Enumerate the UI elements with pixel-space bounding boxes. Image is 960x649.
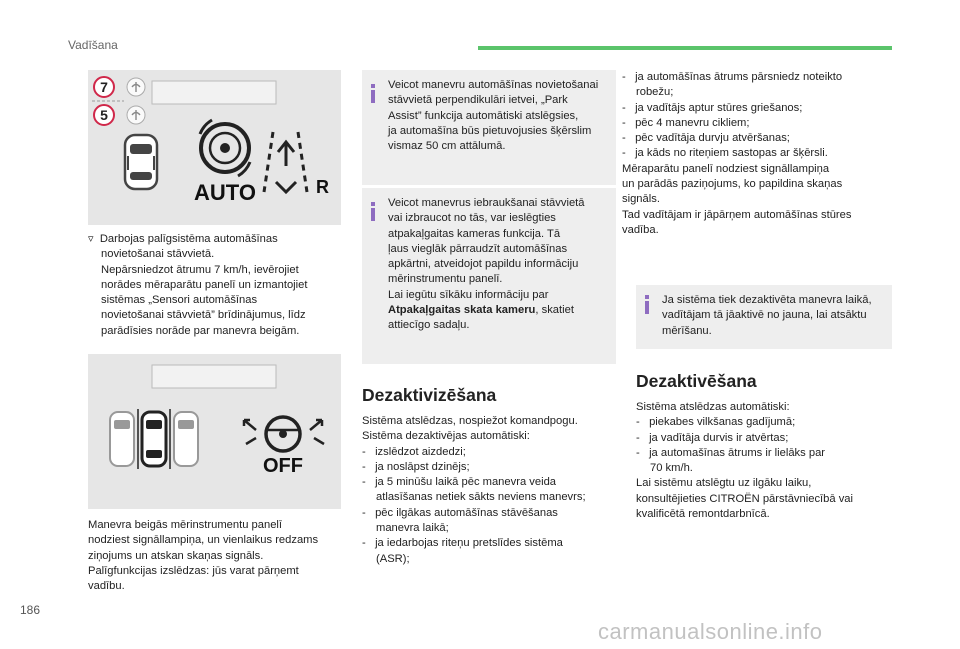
body-line: Sistēma atslēdzas, nospiežot komandpogu. bbox=[362, 415, 578, 427]
steering-wheel-off-icon bbox=[244, 417, 324, 451]
bullet-item: - izslēdzot aizdedzi; bbox=[362, 445, 466, 458]
para1-line: novietošanai stāvvietā” brīdinājumus, līdz bbox=[101, 309, 306, 322]
bullet-item: - ja vadītājs aptur stūres griešanos; bbox=[622, 101, 803, 114]
para2-line: nodziest signāllampiņa, un vienlaikus redzams bbox=[88, 534, 319, 547]
figure-auto-illustration bbox=[88, 70, 341, 225]
info-icon bbox=[368, 84, 378, 102]
body-line: Mēraparātu panelī nodziest signāllampiņa bbox=[622, 162, 830, 175]
bullet-item: - ja automašīnas ātrums ir lielāks par bbox=[636, 446, 826, 459]
figure-off-illustration bbox=[88, 354, 341, 509]
figure-auto-park-assist bbox=[88, 70, 341, 225]
bullet-item: - ja kāds no riteņiem sastopas ar šķērsli. bbox=[622, 147, 828, 160]
callout-5-label: 5 bbox=[100, 107, 108, 123]
info-line: mērinstrumentu panelī. bbox=[388, 273, 503, 286]
bullet-continuation: manevra laikā; bbox=[376, 522, 449, 535]
para1-line: Nepārsniedzot ātrumu 7 km/h, ievērojiet bbox=[101, 263, 299, 276]
info-line: mērīšanu. bbox=[662, 324, 712, 337]
info-line: ļaus vieglāk pārraudzīt automāšīnas bbox=[388, 242, 568, 255]
auto-label: AUTO bbox=[194, 180, 256, 205]
info-line: apkārtni, atveidojot papildu informāciju bbox=[388, 258, 579, 271]
display-screen bbox=[152, 81, 276, 104]
steering-wheel-icon bbox=[200, 120, 250, 176]
bullet-item: - piekabes vilkšanas gadījumā; bbox=[636, 416, 796, 429]
column3-body2 bbox=[636, 400, 896, 522]
arrow-marker-icon: ▿ bbox=[88, 233, 100, 245]
bullet-continuation: 70 km/h. bbox=[650, 462, 693, 475]
info-box-perpendicular bbox=[362, 70, 616, 185]
bullet-item: - ja noslāpst dzinējs; bbox=[362, 460, 470, 473]
para1-line: ▿ Darbojas palīgsistēma automāšīnas bbox=[88, 233, 278, 245]
body-line: Sistēma atslēdzas automātiski: bbox=[636, 401, 790, 413]
info-line: Lai iegūtu sīkāku informāciju par bbox=[388, 288, 549, 301]
body-line: un parādās paziņojums, ko papildina skaņas bbox=[622, 178, 843, 191]
info-line: vai izbraucot no tās, var ieslēgties bbox=[388, 212, 556, 225]
body-line: Lai sistēmu atslēgtu uz ilgāku laiku, bbox=[636, 477, 812, 490]
info-line-bold: Atpakaļgaitas skata kameru, skatiet bbox=[388, 304, 574, 317]
body-line: kvalificētā remontdarbnīcā. bbox=[636, 508, 770, 521]
heading-deactivation-auto: Dezaktivēšana bbox=[636, 371, 757, 391]
info-line: Veicot manevru automāšīnas novietošanai bbox=[388, 79, 599, 91]
para2-line: Manevra beigās mērinstrumentu panelī bbox=[88, 519, 283, 531]
body-line: Sistēma dezaktivējas automātiski: bbox=[362, 430, 530, 443]
info-box-reactivate bbox=[636, 285, 892, 349]
para2-line: Palīgfunkcijas izslēdzas: jūs varat pārņemt bbox=[88, 564, 299, 577]
info-line: Ja sistēma tiek dezaktivēta manevra laikā, bbox=[662, 294, 872, 306]
bullet-continuation: atlasīšanas netiek sākts neviens manevrs; bbox=[376, 491, 586, 504]
bullet-item: - pēc vadītāja durvju atvēršanas; bbox=[622, 132, 790, 145]
info-line: stāvvietā perpendikulāri ietvei, „Park bbox=[388, 94, 568, 107]
reverse-parking-icon bbox=[264, 132, 307, 192]
info-line: atpakaļgaitas kameras funkcija. Tā bbox=[388, 227, 561, 240]
column1-para1 bbox=[88, 232, 338, 339]
heading-deactivation: Dezaktivizēšana bbox=[362, 385, 497, 405]
cross-reference-link[interactable]: Atpakaļgaitas skata kameru bbox=[388, 304, 536, 317]
info-line: vismaz 50 cm attālumā. bbox=[388, 140, 506, 153]
info-line: Veicot manevrus iebraukšanai stāvvietā bbox=[388, 197, 585, 209]
reverse-label: R bbox=[316, 177, 329, 197]
bullet-continuation: robežu; bbox=[636, 86, 674, 99]
body-line: Tad vadītājam ir jāpārņem automāšīnas stūres bbox=[622, 208, 852, 221]
off-label: OFF bbox=[263, 455, 303, 477]
para1-line: parādīsies norāde par manevra beigām. bbox=[101, 324, 300, 337]
bullet-item: - ja iedarbojas riteņu pretslīdes sistēma bbox=[362, 537, 563, 550]
info-line: attiecīgo sadaļu. bbox=[388, 319, 470, 332]
page-number: 186 bbox=[20, 603, 41, 617]
para1-line: sistēmas „Sensori automāšīnas bbox=[101, 294, 258, 307]
info-box-text bbox=[388, 78, 608, 154]
info-line: Assist” funkcija automātiski atslēgsies, bbox=[388, 109, 579, 122]
bullet-item: - ja automāšīnas ātrums pārsniedz noteikto bbox=[622, 71, 843, 83]
info-icon bbox=[642, 295, 652, 313]
body-line: vadība. bbox=[622, 223, 659, 236]
info-icon bbox=[368, 202, 378, 220]
info-line: ja automašīna būs pietuvojusies šķērslim bbox=[388, 124, 592, 137]
bullet-continuation: (ASR); bbox=[376, 552, 410, 565]
info-line: vadītājam tā jāaktivē no jauna, lai atsāktu bbox=[662, 309, 867, 322]
display-screen bbox=[152, 365, 276, 388]
para1-line: novietošanai stāvvietā. bbox=[101, 248, 215, 261]
para2-line: ziņojums un atskan skaņas signāls. bbox=[88, 549, 264, 562]
running-header: Vadīšana bbox=[68, 38, 118, 52]
para1-line: norādes mēraparātu panelī un izmantojiet bbox=[101, 278, 308, 291]
car-top-view-icon bbox=[125, 135, 157, 189]
column2-body bbox=[362, 414, 622, 567]
header-accent-bar bbox=[478, 46, 892, 50]
para2-line: vadību. bbox=[88, 580, 125, 593]
info-box-text bbox=[662, 293, 884, 339]
bullet-item: - ja vadītāja durvis ir atvērtas; bbox=[636, 431, 789, 444]
body-line: signāls. bbox=[622, 193, 660, 206]
body-line: konsultējieties CITROËN pārstāvniecībā vai bbox=[636, 492, 854, 505]
figure-off-park-assist bbox=[88, 354, 341, 509]
info-box-reverse-camera bbox=[362, 188, 616, 364]
column3-body bbox=[622, 70, 892, 238]
bullet-item: - pēc ilgākas automāšīnas stāvēšanas bbox=[362, 506, 558, 519]
info-box-text bbox=[388, 196, 608, 334]
column1-para2 bbox=[88, 518, 343, 594]
callout-7-label: 7 bbox=[100, 79, 108, 95]
bullet-item: - ja 5 minūšu laikā pēc manevra veida bbox=[362, 476, 557, 489]
bullet-item: - pēc 4 manevru cikliem; bbox=[622, 116, 750, 129]
watermark: carmanualsonline.info bbox=[598, 619, 823, 644]
parked-cars-icon bbox=[110, 409, 198, 469]
